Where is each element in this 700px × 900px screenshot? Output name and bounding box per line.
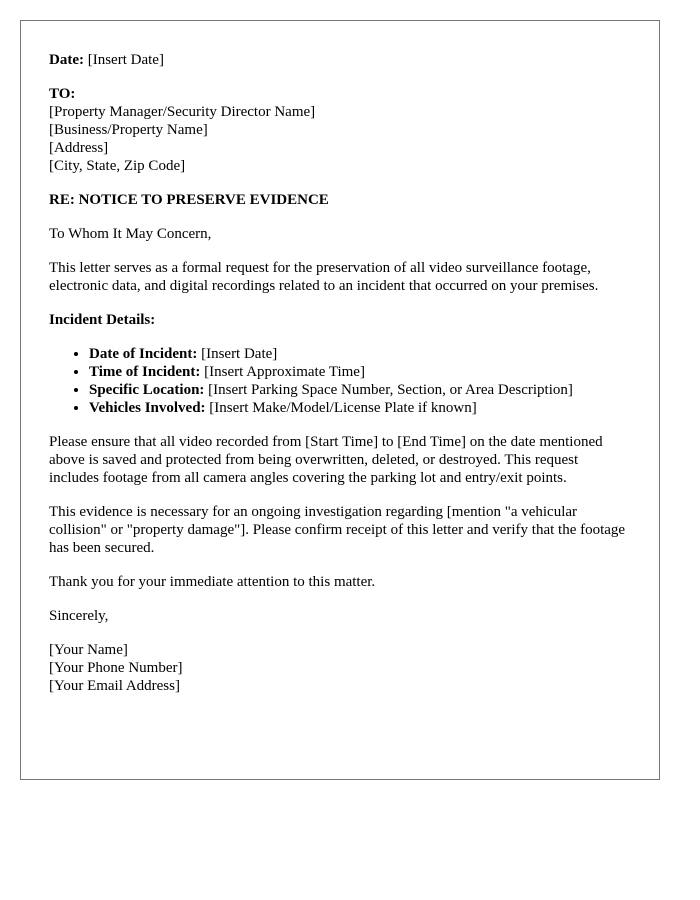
incident-item-date [89, 345, 631, 363]
subject-line [49, 191, 631, 209]
intro-paragraph: This letter serves as a formal request for the preservation of all video surveillance footage, electronic data, and digital recordings related to an incident that occurred on your premises. [49, 260, 599, 294]
date-value: [Insert Date] [83, 52, 164, 68]
purpose-paragraph: This evidence is necessary for an ongoing investigation regarding [mention "a vehicular collision" or "property damage"]. Please confirm receipt of this letter and verify that the footage has been secured. [49, 504, 626, 556]
incident-item-value: [Insert Make/Model/License Plate if known] [205, 400, 477, 416]
incident-item-label: Date of Incident: [89, 346, 198, 362]
incident-item-label: Vehicles Involved: [89, 400, 206, 416]
incident-item-value: [Insert Approximate Time] [200, 364, 365, 380]
request-paragraph: Please ensure that all video recorded from [Start Time] to [End Time] on the date mentioned above is saved and protected from being overwritten, deleted, or destroyed. This request includes footage from all camera angles covering the parking lot and entry/exit points. [49, 434, 603, 486]
incident-heading-line [49, 311, 631, 329]
subject-text: RE: NOTICE TO PRESERVE EVIDENCE [49, 192, 329, 208]
recipient-city: [City, State, Zip Code] [49, 158, 186, 174]
closing: Sincerely, [49, 608, 109, 624]
salutation: To Whom It May Concern, [49, 226, 212, 242]
letter [20, 20, 660, 780]
incident-list [49, 345, 631, 417]
incident-item-value: [Insert Parking Space Number, Section, or Area Description] [204, 382, 573, 398]
signature-block [49, 641, 631, 695]
signature-phone: [Your Phone Number] [49, 660, 183, 676]
incident-item-label: Time of Incident: [89, 364, 201, 380]
incident-item-value: [Insert Date] [197, 346, 278, 362]
incident-item-location [89, 381, 631, 399]
thanks-paragraph: Thank you for your immediate attention to this matter. [49, 574, 376, 590]
date-label: Date: [49, 52, 84, 68]
incident-heading: Incident Details: [49, 312, 156, 328]
signature-email: [Your Email Address] [49, 678, 180, 694]
signature-name: [Your Name] [49, 642, 128, 658]
recipient-block [49, 85, 631, 175]
date-line [49, 51, 631, 69]
recipient-name: [Property Manager/Security Director Name] [49, 104, 316, 120]
incident-item-vehicles [89, 399, 631, 417]
incident-item-time [89, 363, 631, 381]
incident-item-label: Specific Location: [89, 382, 205, 398]
recipient-label: TO: [49, 86, 76, 102]
recipient-business: [Business/Property Name] [49, 122, 208, 138]
recipient-address: [Address] [49, 140, 109, 156]
